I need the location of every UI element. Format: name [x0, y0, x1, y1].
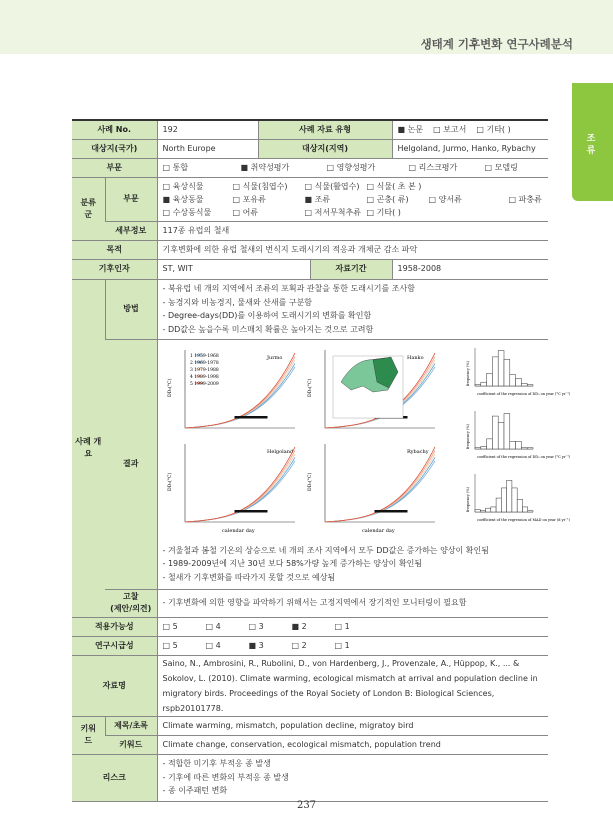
- taxon-option[interactable]: □ 파충류: [508, 194, 542, 204]
- hist-bar: [527, 447, 533, 448]
- hist-bar: [511, 487, 516, 511]
- panel-title: Hanko: [406, 354, 424, 361]
- sector-option[interactable]: ■ 취약성평가: [240, 162, 290, 172]
- taxon-option: [509, 180, 569, 193]
- page-number: 237: [296, 800, 317, 811]
- hist-bar: [475, 447, 481, 448]
- case-table: [72, 119, 570, 802]
- rating-option[interactable]: ■ 2: [291, 621, 307, 631]
- legend-label: 1 1959-1968: [189, 353, 219, 359]
- rating-option[interactable]: □ 2: [291, 640, 307, 650]
- risk-item: - 종 이주패턴 변화: [162, 786, 228, 796]
- type-option-report[interactable]: □ 보고서: [433, 124, 467, 134]
- hist-y-label: frequency (%): [465, 423, 470, 449]
- reference-label: 자료명: [72, 655, 157, 716]
- method-item: - Degree-days(DD)를 이용하여 도래시기의 변화를 확인함: [162, 311, 372, 320]
- taxon-option[interactable]: □ 어류: [232, 207, 259, 217]
- taxon-option[interactable]: □ 포유류: [232, 194, 266, 204]
- hist-bar: [527, 510, 532, 511]
- sector-option[interactable]: □ 영향성평가: [326, 162, 376, 172]
- x-axis-label: calendar day: [221, 527, 255, 534]
- climate: ST, WIT: [157, 259, 310, 279]
- header-title: 생태계 기후변화 연구사례분석: [420, 37, 573, 51]
- result-label: 결과: [105, 339, 157, 589]
- sector-option[interactable]: □ 통합: [162, 162, 189, 172]
- purpose: 기후변화에 의한 유럽 철새의 번식지 도래시기의 적응과 개체군 감소 파악: [157, 240, 548, 259]
- taxon-option[interactable]: □ 기타( ): [366, 207, 401, 217]
- hist-bar: [498, 422, 504, 449]
- urgency-label: 연구시급성: [72, 636, 157, 655]
- rating-option[interactable]: □ 4: [205, 621, 221, 631]
- hist-caption: coefficient of the regression of MAD on year (d yr⁻¹): [476, 517, 570, 522]
- method-item: - 농경지와 비농경지, 물새와 산새를 구분함: [162, 297, 313, 307]
- page-header: [0, 0, 613, 54]
- legend-label: 3 1979-1988: [189, 367, 219, 373]
- side-tab-label: 조 류: [586, 134, 596, 156]
- x-axis-label: calendar day: [361, 527, 395, 534]
- arrival-bar: [234, 416, 267, 419]
- type-options: [392, 120, 548, 139]
- country-label: 대상지(국가): [72, 139, 157, 158]
- hist-bar: [480, 446, 486, 449]
- hist-bar: [501, 487, 506, 511]
- type-option-other[interactable]: □ 기타( ): [476, 124, 511, 134]
- hist-bar: [475, 509, 480, 512]
- taxon-option[interactable]: □ 식물(활엽수): [304, 181, 360, 191]
- hist-bar: [522, 506, 527, 511]
- hist-bar: [521, 383, 527, 386]
- hist-y-label: frequency (%): [465, 486, 470, 512]
- result-cell: [157, 339, 570, 589]
- risk-item: - 적합한 미기후 부적응 종 발생: [162, 759, 271, 769]
- taxon-option[interactable]: □ 식물(침엽수): [232, 181, 288, 191]
- taxon-option[interactable]: □ 식물( 초 본 ): [366, 181, 422, 191]
- result-item: - 겨울철과 봄철 기온의 상승으로 네 개의 조사 지역에서 모두 DD값은 증가하는 양상이 확인됨: [162, 545, 489, 555]
- method-list: [157, 279, 548, 339]
- sector-option[interactable]: □ 모델링: [484, 162, 518, 172]
- result-figure: [163, 342, 570, 537]
- taxon-options: [157, 177, 548, 221]
- hist-bar: [504, 359, 510, 386]
- taxon-option[interactable]: □ 수상동식물: [162, 207, 212, 217]
- hist-bar: [506, 480, 511, 512]
- arrival-bar: [234, 510, 267, 513]
- method-item: - 북유럽 네 개의 지역에서 조류의 포획과 관찰을 통한 도래시기를 조사함: [162, 284, 415, 293]
- hist-bar: [480, 510, 485, 511]
- hist-bar: [492, 356, 498, 385]
- taxon-option[interactable]: ■ 육상동물: [162, 194, 204, 204]
- hist-bar: [485, 508, 490, 512]
- risk-list: [157, 754, 548, 801]
- discussion: - 기후변화에 의한 영향을 파악하기 위해서는 고정지역에서 장기적인 모니터링이 필요함: [157, 589, 548, 617]
- case-no-label: 사례 No.: [72, 120, 157, 139]
- hist-caption: coefficient of the regression of DD₀ on year (°C yr⁻¹): [476, 391, 570, 396]
- method-item: - DD값은 높을수록 미스매치 확률은 높아지는 것으로 고려함: [162, 324, 374, 334]
- hist-bar: [517, 499, 522, 512]
- legend-label: 4 1989-1998: [189, 374, 219, 380]
- keywords-kw-label: 키워드: [105, 735, 157, 754]
- y-axis-label: DD₀(°C): [167, 472, 173, 491]
- keywords-title-label: 제목/초록: [105, 716, 157, 735]
- hist-caption: coefficient of the regression of DD₀ on year (°C yr⁻¹): [476, 454, 570, 459]
- rating-option[interactable]: □ 3: [248, 621, 264, 631]
- discussion-label-line: 고찰: [123, 592, 139, 601]
- hist-bar: [509, 374, 515, 385]
- panel-title: Jurmo: [266, 354, 282, 361]
- panel-title: Helgoland: [266, 448, 293, 455]
- hist-bar: [527, 384, 533, 385]
- hist-bar: [521, 447, 527, 448]
- detail-label: 세부정보: [105, 221, 157, 240]
- y-axis-label: DD₀(°C): [307, 378, 313, 397]
- hist-bar: [490, 506, 495, 511]
- urgency-options: [157, 636, 548, 655]
- side-tab: [572, 83, 613, 201]
- hist-bar: [480, 382, 486, 386]
- reference: Saino, N., Ambrosini, R., Rubolini, D., von Hardenberg, J., Provenzale, A., Hüppop, K., ... & Sokolov, L. (2010). Climate warming, ecological mismatch at arrival and population decline in migratory birds. Proceedings of the Royal Society of London B: Biological Sciences, rspb20101778.: [157, 655, 548, 716]
- applicability-label: 적용가능성: [72, 617, 157, 636]
- hist-bar: [515, 441, 521, 449]
- taxon-option: [509, 206, 569, 219]
- rating-option[interactable]: □ 1: [334, 640, 350, 650]
- purpose-label: 목적: [72, 240, 157, 259]
- taxon-option[interactable]: □ 육상식물: [162, 181, 204, 191]
- result-item: - 철새가 기후변화를 따라가지 못할 것으로 예상됨: [162, 572, 336, 582]
- taxon-sector-label: 부문: [105, 177, 157, 221]
- period-label: 자료기간: [310, 259, 392, 279]
- taxon-option[interactable]: □ 양서류: [428, 194, 462, 204]
- period: 1958-2008: [392, 259, 548, 279]
- method-label: 방법: [105, 279, 157, 339]
- rating-option[interactable]: □ 5: [162, 640, 178, 650]
- y-axis-label: DD₀(°C): [167, 378, 173, 397]
- keywords-kw: Climate change, conservation, ecological mismatch, population trend: [157, 735, 548, 754]
- series-line: [325, 460, 435, 521]
- hist-bar: [486, 438, 492, 448]
- case-no: 192: [157, 120, 258, 139]
- sector-option[interactable]: □ 리스크평가: [408, 162, 458, 172]
- overview-label: 사례 개요: [72, 279, 105, 617]
- hist-bar: [492, 416, 498, 449]
- sector-label: 부문: [72, 158, 157, 177]
- rating-option[interactable]: □ 4: [205, 640, 221, 650]
- climate-label: 기후인자: [72, 259, 157, 279]
- applicability-options: [157, 617, 548, 636]
- hist-bar: [496, 498, 501, 512]
- hist-bar: [475, 384, 481, 385]
- taxon-option: [429, 206, 509, 219]
- taxon-label: 분류군: [72, 177, 105, 240]
- region: Helgoland, Jurmo, Hanko, Rybachy: [392, 139, 548, 158]
- result-item: - 1989-2009년에 지난 30년 보다 58%가량 높게 증가하는 양상이 확인됨: [162, 559, 423, 568]
- rating-option[interactable]: □ 1: [334, 621, 350, 631]
- keywords-label: 키워드: [72, 716, 105, 754]
- series-line: [185, 460, 295, 521]
- risk-label: 리스크: [72, 754, 157, 801]
- legend-label: 2 1969-1978: [189, 360, 219, 366]
- hist-bar: [515, 378, 521, 386]
- panel-title: Rybachy: [406, 448, 429, 455]
- detail: 117종 유럽의 철새: [157, 221, 548, 240]
- type-label: 사례 자료 유형: [258, 120, 392, 139]
- sector-options: [157, 158, 548, 177]
- region-label: 대상지(지역): [258, 139, 392, 158]
- arrival-bar: [374, 510, 407, 513]
- keywords-title: Climate warming, mismatch, population decline, migratoy bird: [157, 716, 548, 735]
- type-option-paper[interactable]: ■ 논문: [397, 124, 424, 134]
- hist-bar: [486, 373, 492, 386]
- rating-option[interactable]: □ 5: [162, 621, 178, 631]
- hist-bar: [504, 413, 510, 448]
- taxon-option: [429, 180, 509, 193]
- rating-option[interactable]: ■ 3: [248, 640, 264, 650]
- taxon-option[interactable]: □ 곤충( 류): [366, 194, 409, 204]
- hist-bar: [498, 350, 504, 385]
- country: North Europe: [157, 139, 258, 158]
- y-axis-label: DD₀(°C): [307, 472, 313, 491]
- hist-y-label: frequency (%): [465, 360, 470, 386]
- discussion-label-line: (제안/의견): [110, 604, 152, 613]
- legend-label: 5 1999-2009: [189, 381, 219, 387]
- discussion-label: [105, 589, 157, 617]
- taxon-option[interactable]: ■ 조류: [304, 194, 331, 204]
- taxon-option[interactable]: □ 저서무척추류: [304, 207, 361, 217]
- hist-bar: [509, 441, 515, 449]
- risk-item: - 기후에 따른 변화의 부적응 종 발생: [162, 772, 289, 782]
